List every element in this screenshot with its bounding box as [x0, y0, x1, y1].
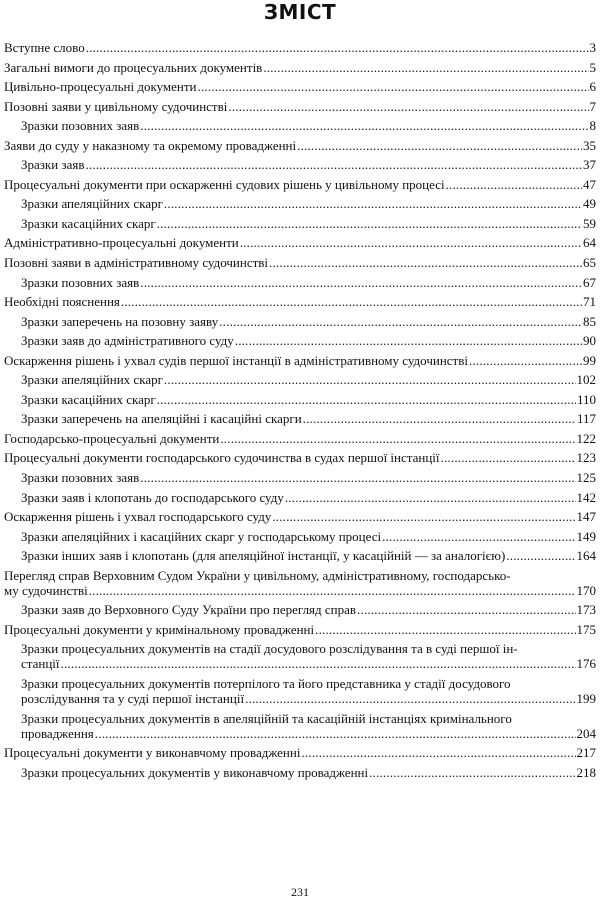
dot-leader: [357, 602, 575, 617]
toc-entry-label: Загальні вимоги до процесуальних документів: [4, 59, 263, 75]
toc-entry-label: Оскарження рішень і ухвал судів першої інстанції в адміністративному судочинстві: [4, 352, 468, 368]
toc-entry-label: Зразки касаційних скарг: [21, 391, 156, 407]
dot-leader: [228, 99, 588, 114]
toc-entry[interactable]: [4, 431, 596, 446]
dot-leader: [263, 60, 588, 75]
dot-leader: [441, 450, 576, 465]
toc-subentry[interactable]: [4, 372, 596, 387]
dot-leader: [140, 470, 575, 485]
toc-entry-label: Позовні заяви в адміністративному судочинстві: [4, 255, 269, 271]
dot-leader: [297, 138, 582, 153]
toc-entry-page: 147: [576, 509, 596, 525]
toc-entry-page: 37: [583, 157, 596, 173]
toc-entry-label-continued: розслідування та у суді першої інстанції: [21, 690, 245, 706]
toc-entry[interactable]: [4, 60, 596, 75]
toc-entry-label: Зразки касаційних скарг: [21, 215, 156, 231]
dot-leader: [140, 118, 588, 133]
toc-entry[interactable]: [4, 40, 596, 55]
toc-entry[interactable]: [4, 568, 596, 598]
toc-entry-label: Необхідні пояснення: [4, 294, 120, 310]
toc-subentry[interactable]: [4, 676, 596, 706]
toc-entry-label: Процесуальні документи у кримінальному провадженні: [4, 621, 315, 637]
toc-entry[interactable]: [4, 235, 596, 250]
toc-subentry[interactable]: [4, 765, 596, 780]
toc-entry-page: 59: [583, 215, 596, 231]
toc-entry-label: Зразки апеляційних скарг: [21, 372, 163, 388]
dot-leader: [245, 691, 575, 706]
toc-entry-label: Зразки апеляційних скарг: [21, 196, 163, 212]
toc-entry-page: 6: [589, 79, 596, 95]
dot-leader: [240, 235, 582, 250]
toc-entry-label: Зразки інших заяв і клопотань (для апеляційної інстанції, у касаційній — за аналогією): [21, 548, 506, 564]
toc-entry-label: Зразки апеляційних і касаційних скарг у господарському процесі: [21, 528, 382, 544]
dot-leader: [315, 622, 575, 637]
toc-entry-page: 173: [576, 602, 596, 618]
dot-leader: [235, 333, 582, 348]
toc-subentry[interactable]: [4, 392, 596, 407]
toc-entry-page: 149: [576, 528, 596, 544]
toc-entry-label: Зразки заяв до адміністративного суду: [21, 333, 234, 349]
dot-leader: [86, 40, 589, 55]
toc-entry-label: Зразки процесуальних документів в апеляційній та касаційній інстанціях кримінального: [21, 710, 512, 726]
dot-leader: [164, 372, 576, 387]
toc-entry-label-continued: провадження: [21, 725, 94, 741]
toc-subentry[interactable]: [4, 118, 596, 133]
toc-entry-page: 8: [589, 118, 596, 134]
dot-leader: [369, 765, 575, 780]
toc-entry-page: 67: [583, 274, 596, 290]
page-number: 231: [291, 885, 309, 899]
toc-entry-label-continued: му судочинстві: [4, 582, 88, 598]
dot-leader: [220, 431, 575, 446]
toc-entry-label: Зразки заперечень на апеляційні і касаційні скарги: [21, 411, 302, 427]
toc-entry-label: Вступне слово: [4, 40, 85, 55]
toc-entry-page: 35: [583, 137, 596, 153]
toc-entry-label: Цивільно-процесуальні документи: [4, 79, 197, 95]
toc-entry-page: 176: [576, 656, 596, 672]
toc-entry-page: 85: [583, 313, 596, 329]
toc-entry-page: 199: [576, 690, 596, 706]
toc-entry-page: 110: [576, 391, 596, 407]
toc-entry[interactable]: [4, 99, 596, 114]
toc-subentry[interactable]: [4, 196, 596, 211]
toc-entry-page: 64: [583, 235, 596, 251]
toc-entry-label: Перегляд справ Верховним Судом України у цивільному, адміністративному, господарсько-: [4, 567, 511, 583]
toc-entry-label: Зразки позовних заяв: [21, 274, 140, 290]
toc-entry-page: 125: [576, 470, 596, 486]
toc-subentry[interactable]: [4, 411, 596, 426]
dot-leader: [89, 583, 576, 598]
toc-entry-label: Позовні заяви у цивільному судочинстві: [4, 98, 228, 114]
toc-entry-label: Зразки заперечень на позовну заяву: [21, 313, 219, 329]
toc-entry[interactable]: [4, 79, 596, 94]
toc-entry-label: Зразки процесуальних документів потерпілого та його представника у стадії досудового: [21, 675, 511, 691]
dot-leader: [269, 255, 582, 270]
toc-entry-page: 102: [576, 372, 596, 388]
dot-leader: [164, 196, 582, 211]
dot-leader: [140, 275, 582, 290]
dot-leader: [121, 294, 582, 309]
toc-entry[interactable]: [4, 255, 596, 270]
toc-entry-page: 218: [576, 764, 596, 780]
dot-leader: [301, 745, 575, 760]
toc-entry-page: 117: [576, 411, 596, 427]
page-title: ЗМІСТ: [263, 0, 337, 24]
toc-subentry[interactable]: [4, 470, 596, 485]
toc-entry-page: 5: [589, 59, 596, 75]
toc-entry[interactable]: [4, 138, 596, 153]
toc-subentry[interactable]: [4, 602, 596, 617]
toc-entry-label: Зразки позовних заяв: [21, 470, 140, 486]
toc-entry-page: 90: [583, 333, 596, 349]
toc-entry-page: 217: [576, 745, 596, 761]
toc-subentry[interactable]: [4, 314, 596, 329]
toc-subentry[interactable]: [4, 157, 596, 172]
toc-entry-page: 164: [576, 548, 596, 564]
toc-entry-label: Господарсько-процесуальні документи: [4, 430, 220, 446]
toc-entry-page: 175: [576, 621, 596, 637]
dot-leader: [506, 548, 575, 563]
dot-leader: [157, 216, 582, 231]
toc-entry-page: 71: [583, 294, 596, 310]
toc-entry-label: Зразки заяв і клопотань до господарського суду: [21, 489, 284, 505]
dot-leader: [469, 353, 582, 368]
toc-subentry[interactable]: [4, 548, 596, 563]
toc-entry-label: Зразки процесуальних документів на стадії досудового розслідування та в суді першої ін-: [21, 641, 518, 657]
toc-entry[interactable]: [4, 294, 596, 309]
dot-leader: [157, 392, 576, 407]
toc-entry-page: 142: [576, 489, 596, 505]
toc-entry-label: Зразки позовних заяв: [21, 118, 140, 134]
toc-entry[interactable]: [4, 353, 596, 368]
toc-entry-label-continued: станції: [21, 656, 60, 672]
toc-entry[interactable]: [4, 509, 596, 524]
dot-leader: [219, 314, 582, 329]
toc-entry-label: Зразки заяв до Верховного Суду України про перегляд справ: [21, 602, 357, 618]
toc-entry-page: 49: [583, 196, 596, 212]
toc-entry[interactable]: [4, 622, 596, 637]
toc-entry[interactable]: [4, 450, 596, 465]
toc-subentry[interactable]: [4, 641, 596, 671]
dot-leader: [198, 79, 589, 94]
toc-subentry[interactable]: [4, 333, 596, 348]
toc-subentry[interactable]: [4, 216, 596, 231]
dot-leader: [303, 411, 576, 426]
toc-entry-label: Зразки процесуальних документів у виконавчому провадженні: [21, 764, 369, 780]
toc-entry-page: 122: [576, 430, 596, 446]
dot-leader: [272, 509, 575, 524]
toc-entry-page: 3: [589, 40, 596, 55]
toc-entry-label: Зразки заяв: [21, 157, 85, 173]
toc-subentry[interactable]: [4, 711, 596, 741]
toc-entry-label: Оскарження рішень і ухвал господарського суду: [4, 509, 272, 525]
toc-entry[interactable]: [4, 177, 596, 192]
toc-entry[interactable]: [4, 745, 596, 760]
toc-entry-label: Заяви до суду у наказному та окремому провадженні: [4, 137, 297, 153]
toc-entry-page: 65: [583, 255, 596, 271]
table-of-contents: [4, 40, 596, 784]
toc-entry-page: 99: [583, 352, 596, 368]
toc-entry-page: 7: [589, 98, 596, 114]
dot-leader: [382, 529, 575, 544]
toc-subentry[interactable]: [4, 275, 596, 290]
dot-leader: [95, 726, 576, 741]
toc-entry-page: 123: [576, 450, 596, 466]
dot-leader: [61, 656, 576, 671]
toc-entry-label: Процесуальні документи у виконавчому провадженні: [4, 745, 301, 761]
dot-leader: [446, 177, 582, 192]
toc-subentry[interactable]: [4, 529, 596, 544]
toc-entry-page: 47: [583, 176, 596, 192]
dot-leader: [85, 157, 582, 172]
toc-entry-page: 204: [576, 725, 596, 741]
toc-entry-page: 170: [576, 582, 596, 598]
toc-entry-label: Адміністративно-процесуальні документи: [4, 235, 239, 251]
dot-leader: [285, 490, 576, 505]
toc-entry-label: Процесуальні документи при оскарженні судових рішень у цивільному процесі: [4, 176, 445, 192]
toc-subentry[interactable]: [4, 490, 596, 505]
toc-entry-label: Процесуальні документи господарського судочинства в судах першої інстанції: [4, 450, 440, 466]
